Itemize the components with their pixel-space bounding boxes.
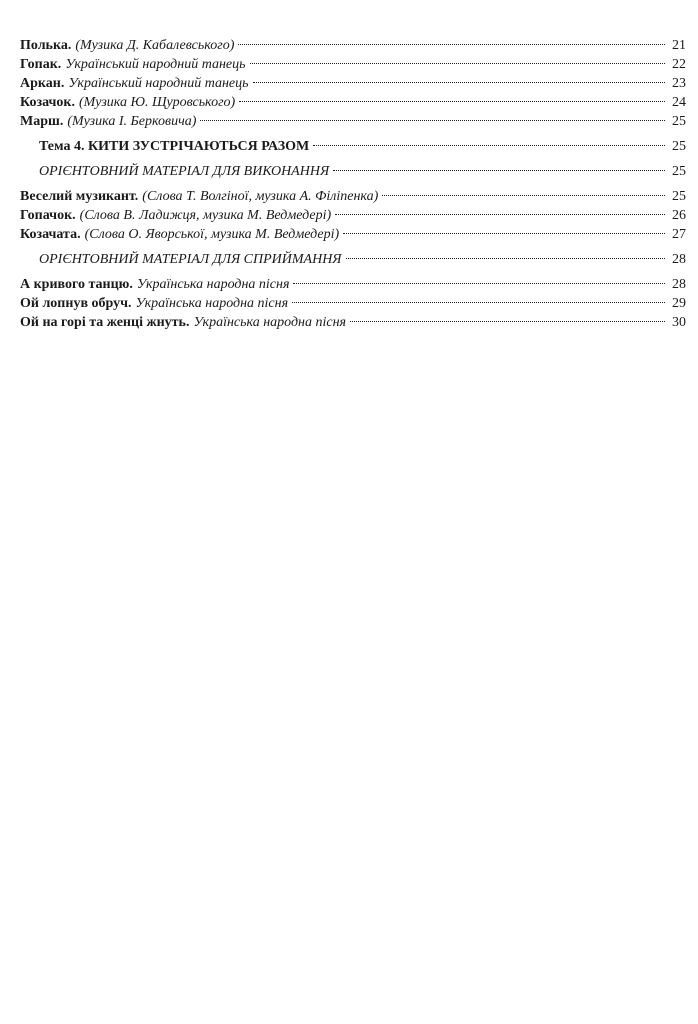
page-number: 28 xyxy=(672,277,686,292)
table-of-contents xyxy=(20,30,686,330)
page-number: 25 xyxy=(672,114,686,129)
entry-title: А кривого танцю. xyxy=(20,277,133,292)
page-number: 24 xyxy=(672,95,686,110)
toc-entry[interactable] xyxy=(20,269,686,292)
dot-leader xyxy=(293,269,665,288)
dot-leader xyxy=(313,131,665,150)
dot-leader xyxy=(239,87,665,106)
entry-title: Полька. xyxy=(20,38,72,53)
page-number: 30 xyxy=(672,315,686,330)
toc-section-heading[interactable] xyxy=(20,156,686,179)
entry-subtitle: (Слова Т. Волгіної, музика А. Філіпенка) xyxy=(142,189,379,204)
entry-subtitle: (Музика І. Берковича) xyxy=(67,114,197,129)
toc-section-heading[interactable] xyxy=(20,244,686,267)
dot-leader xyxy=(238,30,665,49)
entry-title: Гопак. xyxy=(20,57,62,72)
entry-title: Аркан. xyxy=(20,76,65,91)
entry-title: Веселий музикант. xyxy=(20,189,139,204)
dot-leader xyxy=(343,219,665,238)
entry-subtitle: Українська народна пісня xyxy=(135,296,289,311)
dot-leader xyxy=(382,181,665,200)
dot-leader xyxy=(333,156,665,175)
section-title: ОРІЄНТОВНИЙ МАТЕРІАЛ ДЛЯ ВИКОНАННЯ xyxy=(39,164,330,179)
entry-title: Козачок. xyxy=(20,95,75,110)
page-number: 29 xyxy=(672,296,686,311)
entry-subtitle: (Слова В. Ладижця, музика М. Ведмедері) xyxy=(79,208,332,223)
entry-title: Ой лопнув обруч. xyxy=(20,296,132,311)
dot-leader xyxy=(292,288,665,307)
toc-entry[interactable] xyxy=(20,30,686,53)
entry-title: Козачата. xyxy=(20,227,81,242)
dot-leader xyxy=(250,49,665,68)
dot-leader xyxy=(335,200,665,219)
page-number: 25 xyxy=(672,164,686,179)
section-title: ОРІЄНТОВНИЙ МАТЕРІАЛ ДЛЯ СПРИЙМАННЯ xyxy=(39,252,342,267)
dot-leader xyxy=(350,307,665,326)
page-number: 22 xyxy=(672,57,686,72)
entry-subtitle: (Слова О. Яворської, музика М. Ведмедері) xyxy=(84,227,340,242)
toc-entry[interactable] xyxy=(20,181,686,204)
entry-subtitle: (Музика Ю. Щуровського) xyxy=(78,95,236,110)
dot-leader xyxy=(200,106,665,125)
entry-subtitle: Українська народна пісня xyxy=(136,277,290,292)
page-number: 21 xyxy=(672,38,686,53)
entry-title: Марш. xyxy=(20,114,64,129)
page-number: 23 xyxy=(672,76,686,91)
page-number: 28 xyxy=(672,252,686,267)
toc-theme-heading[interactable] xyxy=(20,131,686,154)
page-number: 25 xyxy=(672,189,686,204)
dot-leader xyxy=(253,68,665,87)
entry-subtitle: (Музика Д. Кабалевського) xyxy=(75,38,235,53)
entry-title: Гопачок. xyxy=(20,208,76,223)
page-number: 26 xyxy=(672,208,686,223)
entry-title: Ой на горі та женці жнуть. xyxy=(20,315,190,330)
page-number: 25 xyxy=(672,139,686,154)
theme-title: Тема 4. КИТИ ЗУСТРІЧАЮТЬСЯ РАЗОМ xyxy=(39,139,310,154)
page-number: 27 xyxy=(672,227,686,242)
entry-subtitle: Український народний танець xyxy=(68,76,249,91)
dot-leader xyxy=(346,244,665,263)
entry-subtitle: Українська народна пісня xyxy=(193,315,347,330)
entry-subtitle: Український народний танець xyxy=(65,57,246,72)
